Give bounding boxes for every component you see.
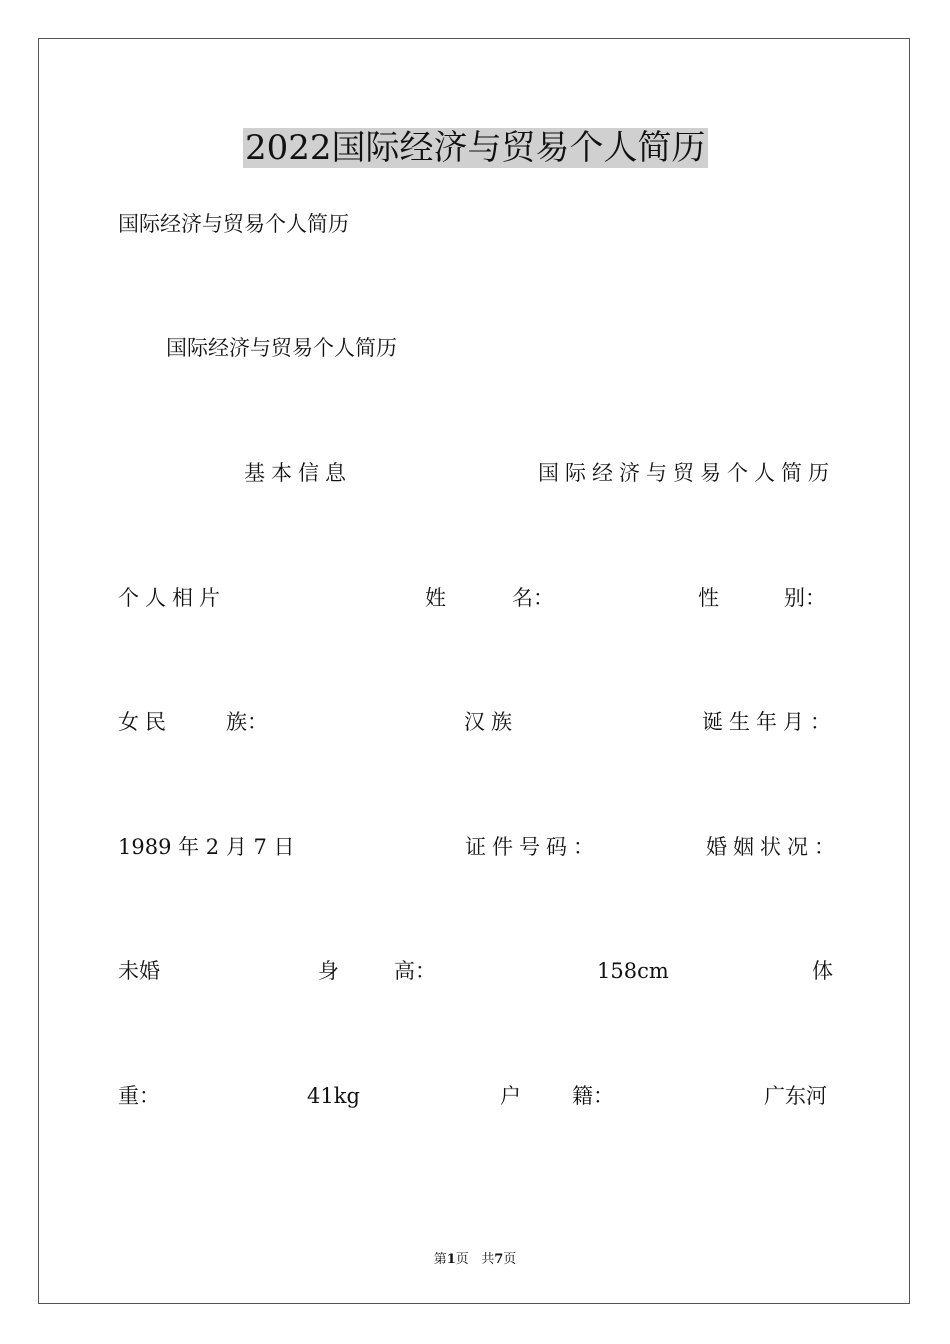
page-suffix: 页 (455, 1252, 469, 1267)
marital-status-value: 未婚 (118, 959, 160, 983)
hometown-label-part2: 籍： (572, 1084, 614, 1108)
subtitle-text: 国际经济与贸易个人简历 (118, 212, 349, 236)
marital-status-label: 婚姻状况： (706, 835, 841, 859)
photo-label: 个人相片 (118, 586, 226, 610)
height-label-part1: 身 (318, 959, 339, 983)
ethnicity-value: 汉族 (464, 710, 518, 734)
document-title: 2022国际经济与贸易个人简历 (245, 128, 706, 168)
total-pages: 7 (494, 1252, 504, 1267)
page-footer (0, 1248, 950, 1267)
section-title: 国际经济与贸易个人简历 (538, 461, 835, 485)
birthdate-label: 诞生年月： (702, 710, 837, 734)
page-number: 1 (446, 1252, 456, 1267)
weight-value: 41kg (307, 1084, 360, 1108)
birthdate-value: 1989 年 2 月 7 日 (118, 835, 295, 859)
height-value: 158cm (597, 959, 669, 983)
id-number-label: 证件号码： (465, 835, 600, 859)
height-label-part2: 高： (394, 959, 436, 983)
total-suffix: 页 (503, 1252, 517, 1267)
gender-label-part1: 性 (698, 586, 719, 610)
section-label: 基本信息 (244, 461, 352, 485)
ethnicity-label-part2: 族： (226, 710, 268, 734)
weight-label-part1: 体 (812, 959, 833, 983)
name-label-part2: 名： (512, 586, 554, 610)
resume-heading: 国际经济与贸易个人简历 (166, 336, 397, 360)
gender-label-part2: 别： (784, 586, 826, 610)
total-prefix: 共 (481, 1252, 495, 1267)
page-prefix: 第 (433, 1252, 447, 1267)
weight-label-part2: 重： (118, 1084, 160, 1108)
gender-value-ethnicity-label: 女民 (118, 710, 172, 734)
hometown-label-part1: 户 (500, 1084, 521, 1108)
hometown-value: 广东河 (764, 1084, 827, 1108)
name-label-part1: 姓 (425, 586, 446, 610)
